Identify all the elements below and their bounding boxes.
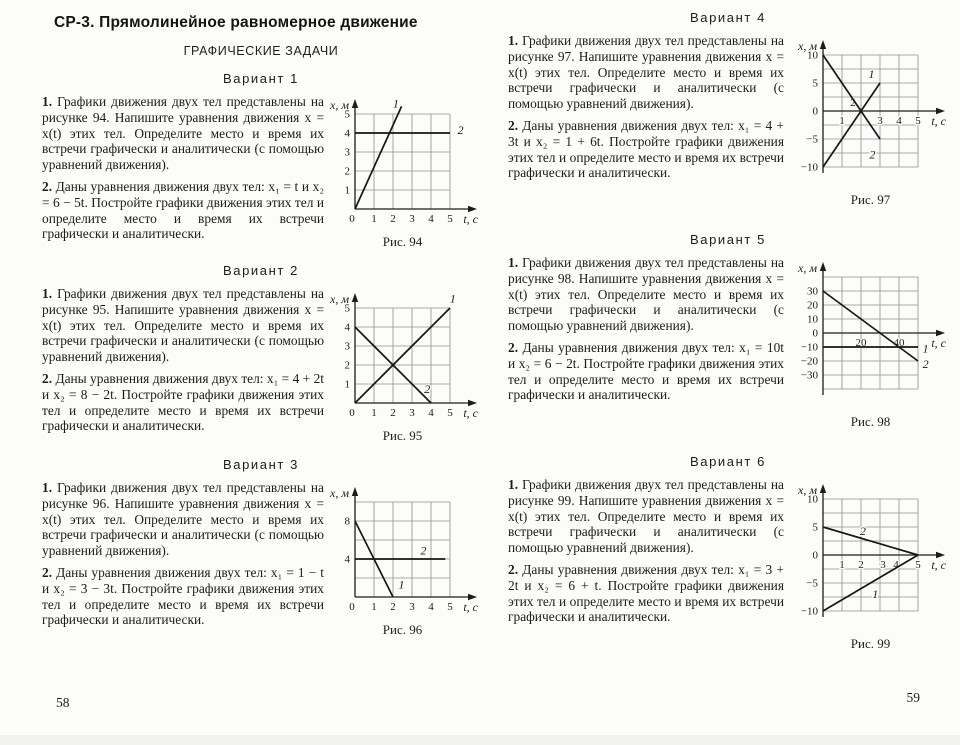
variant-5-text bbox=[508, 255, 784, 409]
figure-95-plot bbox=[325, 292, 480, 425]
svg-text:4: 4 bbox=[896, 115, 902, 127]
task-2-text bbox=[508, 562, 784, 625]
svg-text:0: 0 bbox=[349, 213, 355, 225]
variant-2-body bbox=[42, 286, 480, 444]
svg-text:−10: −10 bbox=[800, 605, 818, 618]
task-body: Графики движения двух тел представлены на рисунке 99. Напишите уравнения движения x = x(t) этих тел. Определите место и время их встречи графически и аналитически (с помощью уравнений движения). bbox=[508, 477, 784, 556]
figure-94-caption: Рис. 94 bbox=[382, 234, 423, 249]
figure-95 bbox=[325, 292, 480, 444]
figure-94-plot bbox=[325, 98, 480, 231]
svg-text:5: 5 bbox=[447, 601, 453, 613]
svg-text:2: 2 bbox=[858, 559, 864, 571]
svg-text:0: 0 bbox=[812, 105, 818, 118]
figure-95-caption: Рис. 95 bbox=[382, 428, 423, 443]
variant-2-heading: Вариант 2 bbox=[223, 263, 299, 278]
task-body: Даны уравнения движения двух тел: x₁ = 3 + 2t и x₂ = 6 + t. Постройте графики движения этих тел и определите место и время их встречи графически и аналитически. bbox=[508, 561, 784, 625]
task-body: Графики движения двух тел представлены на рисунке 98. Напишите уравнения движения x = x(t) этих тел. Определите место и время их встречи графически и аналитически (с помощью уравнений движения). bbox=[508, 255, 784, 334]
svg-text:t, с: t, с bbox=[931, 558, 946, 572]
svg-text:5: 5 bbox=[447, 213, 453, 225]
svg-text:x, м: x, м bbox=[330, 98, 349, 112]
task-body: Даны уравнения движения двух тел: x₁ = 10t и x₂ = 6 − 2t. Постройте графики движения этих тел и определите место и время их встречи графически и аналитически. bbox=[508, 339, 784, 403]
svg-text:20: 20 bbox=[855, 337, 867, 349]
svg-text:3: 3 bbox=[409, 601, 415, 613]
svg-text:x, м: x, м bbox=[798, 261, 817, 275]
svg-text:2: 2 bbox=[344, 359, 350, 372]
variant-4-section bbox=[508, 10, 948, 208]
task-number: 2. bbox=[508, 561, 519, 577]
svg-text:x, м: x, м bbox=[330, 486, 349, 500]
svg-text:1: 1 bbox=[922, 341, 929, 356]
task-number: 2. bbox=[42, 564, 53, 580]
svg-text:1: 1 bbox=[344, 378, 350, 391]
task-number: 2. bbox=[42, 178, 53, 194]
task-body: Графики движения двух тел представлены на рисунке 97. Напишите уравнения движения x = x(t) этих тел. Определите место и время их встречи графически и аналитически (с помощью уравнений движения). bbox=[508, 33, 784, 112]
svg-text:t, с: t, с bbox=[463, 406, 478, 420]
task-number: 1. bbox=[42, 94, 53, 109]
svg-text:5: 5 bbox=[447, 407, 453, 419]
svg-text:x, м: x, м bbox=[798, 483, 817, 497]
svg-text:2: 2 bbox=[922, 356, 929, 371]
variant-1-section bbox=[42, 71, 480, 250]
task-number: 2. bbox=[508, 339, 519, 355]
svg-text:−30: −30 bbox=[800, 369, 818, 382]
page-59 bbox=[508, 8, 948, 652]
svg-text:−20: −20 bbox=[800, 355, 818, 368]
figure-98 bbox=[793, 261, 948, 430]
svg-text:1: 1 bbox=[872, 587, 879, 602]
variant-1-text bbox=[42, 94, 324, 248]
variant-2-section bbox=[42, 263, 480, 444]
variant-6-section bbox=[508, 454, 948, 652]
svg-text:1: 1 bbox=[371, 213, 377, 225]
figure-96-caption: Рис. 96 bbox=[382, 622, 423, 637]
svg-text:10: 10 bbox=[807, 49, 818, 62]
figure-97-caption: Рис. 97 bbox=[850, 192, 891, 207]
svg-text:1: 1 bbox=[371, 407, 377, 419]
svg-text:3: 3 bbox=[409, 407, 415, 419]
svg-text:x, м: x, м bbox=[798, 39, 817, 53]
variant-1-heading: Вариант 1 bbox=[223, 71, 299, 86]
svg-text:2: 2 bbox=[344, 165, 350, 178]
svg-text:−5: −5 bbox=[806, 577, 818, 590]
task-2-text bbox=[42, 565, 324, 628]
variant-1-body bbox=[42, 94, 480, 250]
task-number: 1. bbox=[42, 286, 53, 301]
task-1-text bbox=[42, 286, 324, 365]
figure-99-caption: Рис. 99 bbox=[850, 636, 891, 651]
task-number: 1. bbox=[42, 480, 53, 495]
task-1-text bbox=[508, 33, 784, 112]
svg-text:30: 30 bbox=[807, 285, 818, 298]
task-number: 1. bbox=[508, 33, 519, 48]
svg-text:1: 1 bbox=[398, 577, 405, 592]
variant-4-heading: Вариант 4 bbox=[690, 10, 766, 25]
figure-98-caption: Рис. 98 bbox=[850, 414, 891, 429]
svg-text:2: 2 bbox=[420, 543, 427, 558]
svg-text:t, с: t, с bbox=[931, 114, 946, 128]
task-2-text bbox=[42, 179, 324, 242]
svg-text:5: 5 bbox=[344, 302, 350, 315]
variant-5-heading: Вариант 5 bbox=[690, 232, 766, 247]
svg-text:4: 4 bbox=[428, 213, 434, 225]
figure-98-plot bbox=[793, 261, 948, 411]
svg-text:2: 2 bbox=[390, 407, 396, 419]
svg-text:3: 3 bbox=[877, 115, 883, 127]
svg-text:0: 0 bbox=[349, 407, 355, 419]
variant-5-section bbox=[508, 232, 948, 430]
svg-text:−10: −10 bbox=[800, 341, 818, 354]
task-number: 1. bbox=[508, 477, 519, 492]
figure-99-plot bbox=[793, 483, 948, 633]
svg-text:2: 2 bbox=[390, 213, 396, 225]
variant-4-body bbox=[508, 33, 948, 208]
svg-text:20: 20 bbox=[807, 299, 818, 312]
svg-text:1: 1 bbox=[371, 601, 377, 613]
page-number-right: 59 bbox=[906, 690, 920, 705]
task-2-text bbox=[508, 340, 784, 403]
scan-edge bbox=[0, 735, 960, 745]
task-1-text bbox=[508, 477, 784, 556]
svg-text:5: 5 bbox=[915, 559, 921, 571]
page-number-left: 58 bbox=[56, 695, 70, 710]
variant-3-heading: Вариант 3 bbox=[223, 457, 299, 472]
svg-text:4: 4 bbox=[893, 559, 899, 571]
task-body: Даны уравнения движения двух тел: x₁ = 4 + 3t и x₂ = 1 + 6t. Постройте графики движения этих тел и определите место и время их встречи графически и аналитически. bbox=[508, 117, 784, 181]
svg-text:3: 3 bbox=[409, 213, 415, 225]
svg-text:1: 1 bbox=[449, 292, 456, 306]
svg-text:3: 3 bbox=[344, 340, 350, 353]
svg-text:10: 10 bbox=[807, 313, 818, 326]
task-1-text bbox=[508, 255, 784, 334]
svg-text:2: 2 bbox=[869, 147, 876, 162]
figure-94 bbox=[325, 98, 480, 250]
svg-text:8: 8 bbox=[344, 515, 350, 528]
svg-text:10: 10 bbox=[807, 493, 818, 506]
svg-text:1: 1 bbox=[392, 98, 399, 111]
task-2-text bbox=[508, 118, 784, 181]
svg-text:5: 5 bbox=[344, 108, 350, 121]
svg-text:t, с: t, с bbox=[463, 600, 478, 614]
variant-3-body bbox=[42, 480, 480, 638]
task-number: 2. bbox=[42, 370, 53, 386]
svg-text:1: 1 bbox=[839, 559, 845, 571]
variant-4-text bbox=[508, 33, 784, 187]
task-body: Даны уравнения движения двух тел: x₁ = 4 + 2t и x₂ = 8 − 2t. Постройте графики движения этих тел и определите место и время их встречи графически и аналитически. bbox=[42, 370, 324, 434]
task-number: 1. bbox=[508, 255, 519, 270]
task-body: Графики движения двух тел представлены на рисунке 96. Напишите уравнения движения x = x(t) этих тел. Определите место и время их встречи графически и аналитически (с помощью уравнений движения). bbox=[42, 480, 324, 559]
svg-text:0: 0 bbox=[812, 549, 818, 562]
svg-text:2: 2 bbox=[859, 523, 866, 538]
svg-text:4: 4 bbox=[428, 407, 434, 419]
svg-text:2: 2 bbox=[850, 97, 856, 109]
svg-text:5: 5 bbox=[915, 115, 921, 127]
figure-96 bbox=[325, 486, 480, 638]
svg-text:−5: −5 bbox=[806, 133, 818, 146]
section-subtitle: ГРАФИЧЕСКИЕ ЗАДАЧИ bbox=[183, 44, 339, 58]
svg-text:4: 4 bbox=[428, 601, 434, 613]
svg-text:5: 5 bbox=[812, 77, 818, 90]
svg-text:5: 5 bbox=[812, 521, 818, 534]
svg-text:2: 2 bbox=[390, 601, 396, 613]
variant-6-body bbox=[508, 477, 948, 652]
task-1-text bbox=[42, 480, 324, 559]
svg-text:x, м: x, м bbox=[330, 292, 349, 306]
variant-3-text bbox=[42, 480, 324, 634]
variant-3-section bbox=[42, 457, 480, 638]
svg-text:t, с: t, с bbox=[931, 336, 946, 350]
variant-6-text bbox=[508, 477, 784, 631]
svg-text:t, с: t, с bbox=[463, 212, 478, 226]
variant-5-body bbox=[508, 255, 948, 430]
svg-text:1: 1 bbox=[868, 67, 875, 82]
svg-text:4: 4 bbox=[344, 127, 350, 140]
svg-text:1: 1 bbox=[839, 115, 845, 127]
svg-text:2: 2 bbox=[424, 381, 431, 396]
figure-97-plot bbox=[793, 39, 948, 189]
page-58 bbox=[42, 14, 480, 638]
svg-text:−10: −10 bbox=[800, 161, 818, 174]
variant-6-heading: Вариант 6 bbox=[690, 454, 766, 469]
figure-96-plot bbox=[325, 486, 480, 619]
task-1-text bbox=[42, 94, 324, 173]
svg-text:2: 2 bbox=[457, 123, 464, 138]
task-body: Графики движения двух тел представлены на рисунке 94. Напишите уравнения движения x = x(t) этих тел. Определите место и время их встречи графически и аналитически (с помощью уравнений движения). bbox=[42, 94, 324, 173]
task-body: Даны уравнения движения двух тел: x₁ = t и x₂ = 6 − 5t. Постройте графики движения этих тел и определите место и время их встречи графически и аналитически. bbox=[42, 178, 324, 242]
section-title: СР-3. Прямолинейное равномерное движение bbox=[54, 14, 418, 31]
svg-text:1: 1 bbox=[344, 184, 350, 197]
task-2-text bbox=[42, 371, 324, 434]
svg-text:0: 0 bbox=[812, 327, 818, 340]
task-number: 2. bbox=[508, 117, 519, 133]
figure-99 bbox=[793, 483, 948, 652]
svg-text:4: 4 bbox=[344, 321, 350, 334]
variant-2-text bbox=[42, 286, 324, 440]
svg-text:40: 40 bbox=[893, 337, 905, 349]
task-body: Даны уравнения движения двух тел: x₁ = 1 − t и x₂ = 3 − 3t. Постройте графики движения этих тел и определите место и время их встречи графически и аналитически. bbox=[42, 564, 324, 628]
task-body: Графики движения двух тел представлены на рисунке 95. Напишите уравнения движения x = x(t) этих тел. Определите место и время их встречи графически и аналитически (с помощью уравнений движения). bbox=[42, 286, 324, 365]
svg-text:3: 3 bbox=[880, 559, 886, 571]
svg-text:0: 0 bbox=[349, 601, 355, 613]
svg-text:4: 4 bbox=[344, 553, 350, 566]
svg-text:3: 3 bbox=[344, 146, 350, 159]
figure-97 bbox=[793, 39, 948, 208]
